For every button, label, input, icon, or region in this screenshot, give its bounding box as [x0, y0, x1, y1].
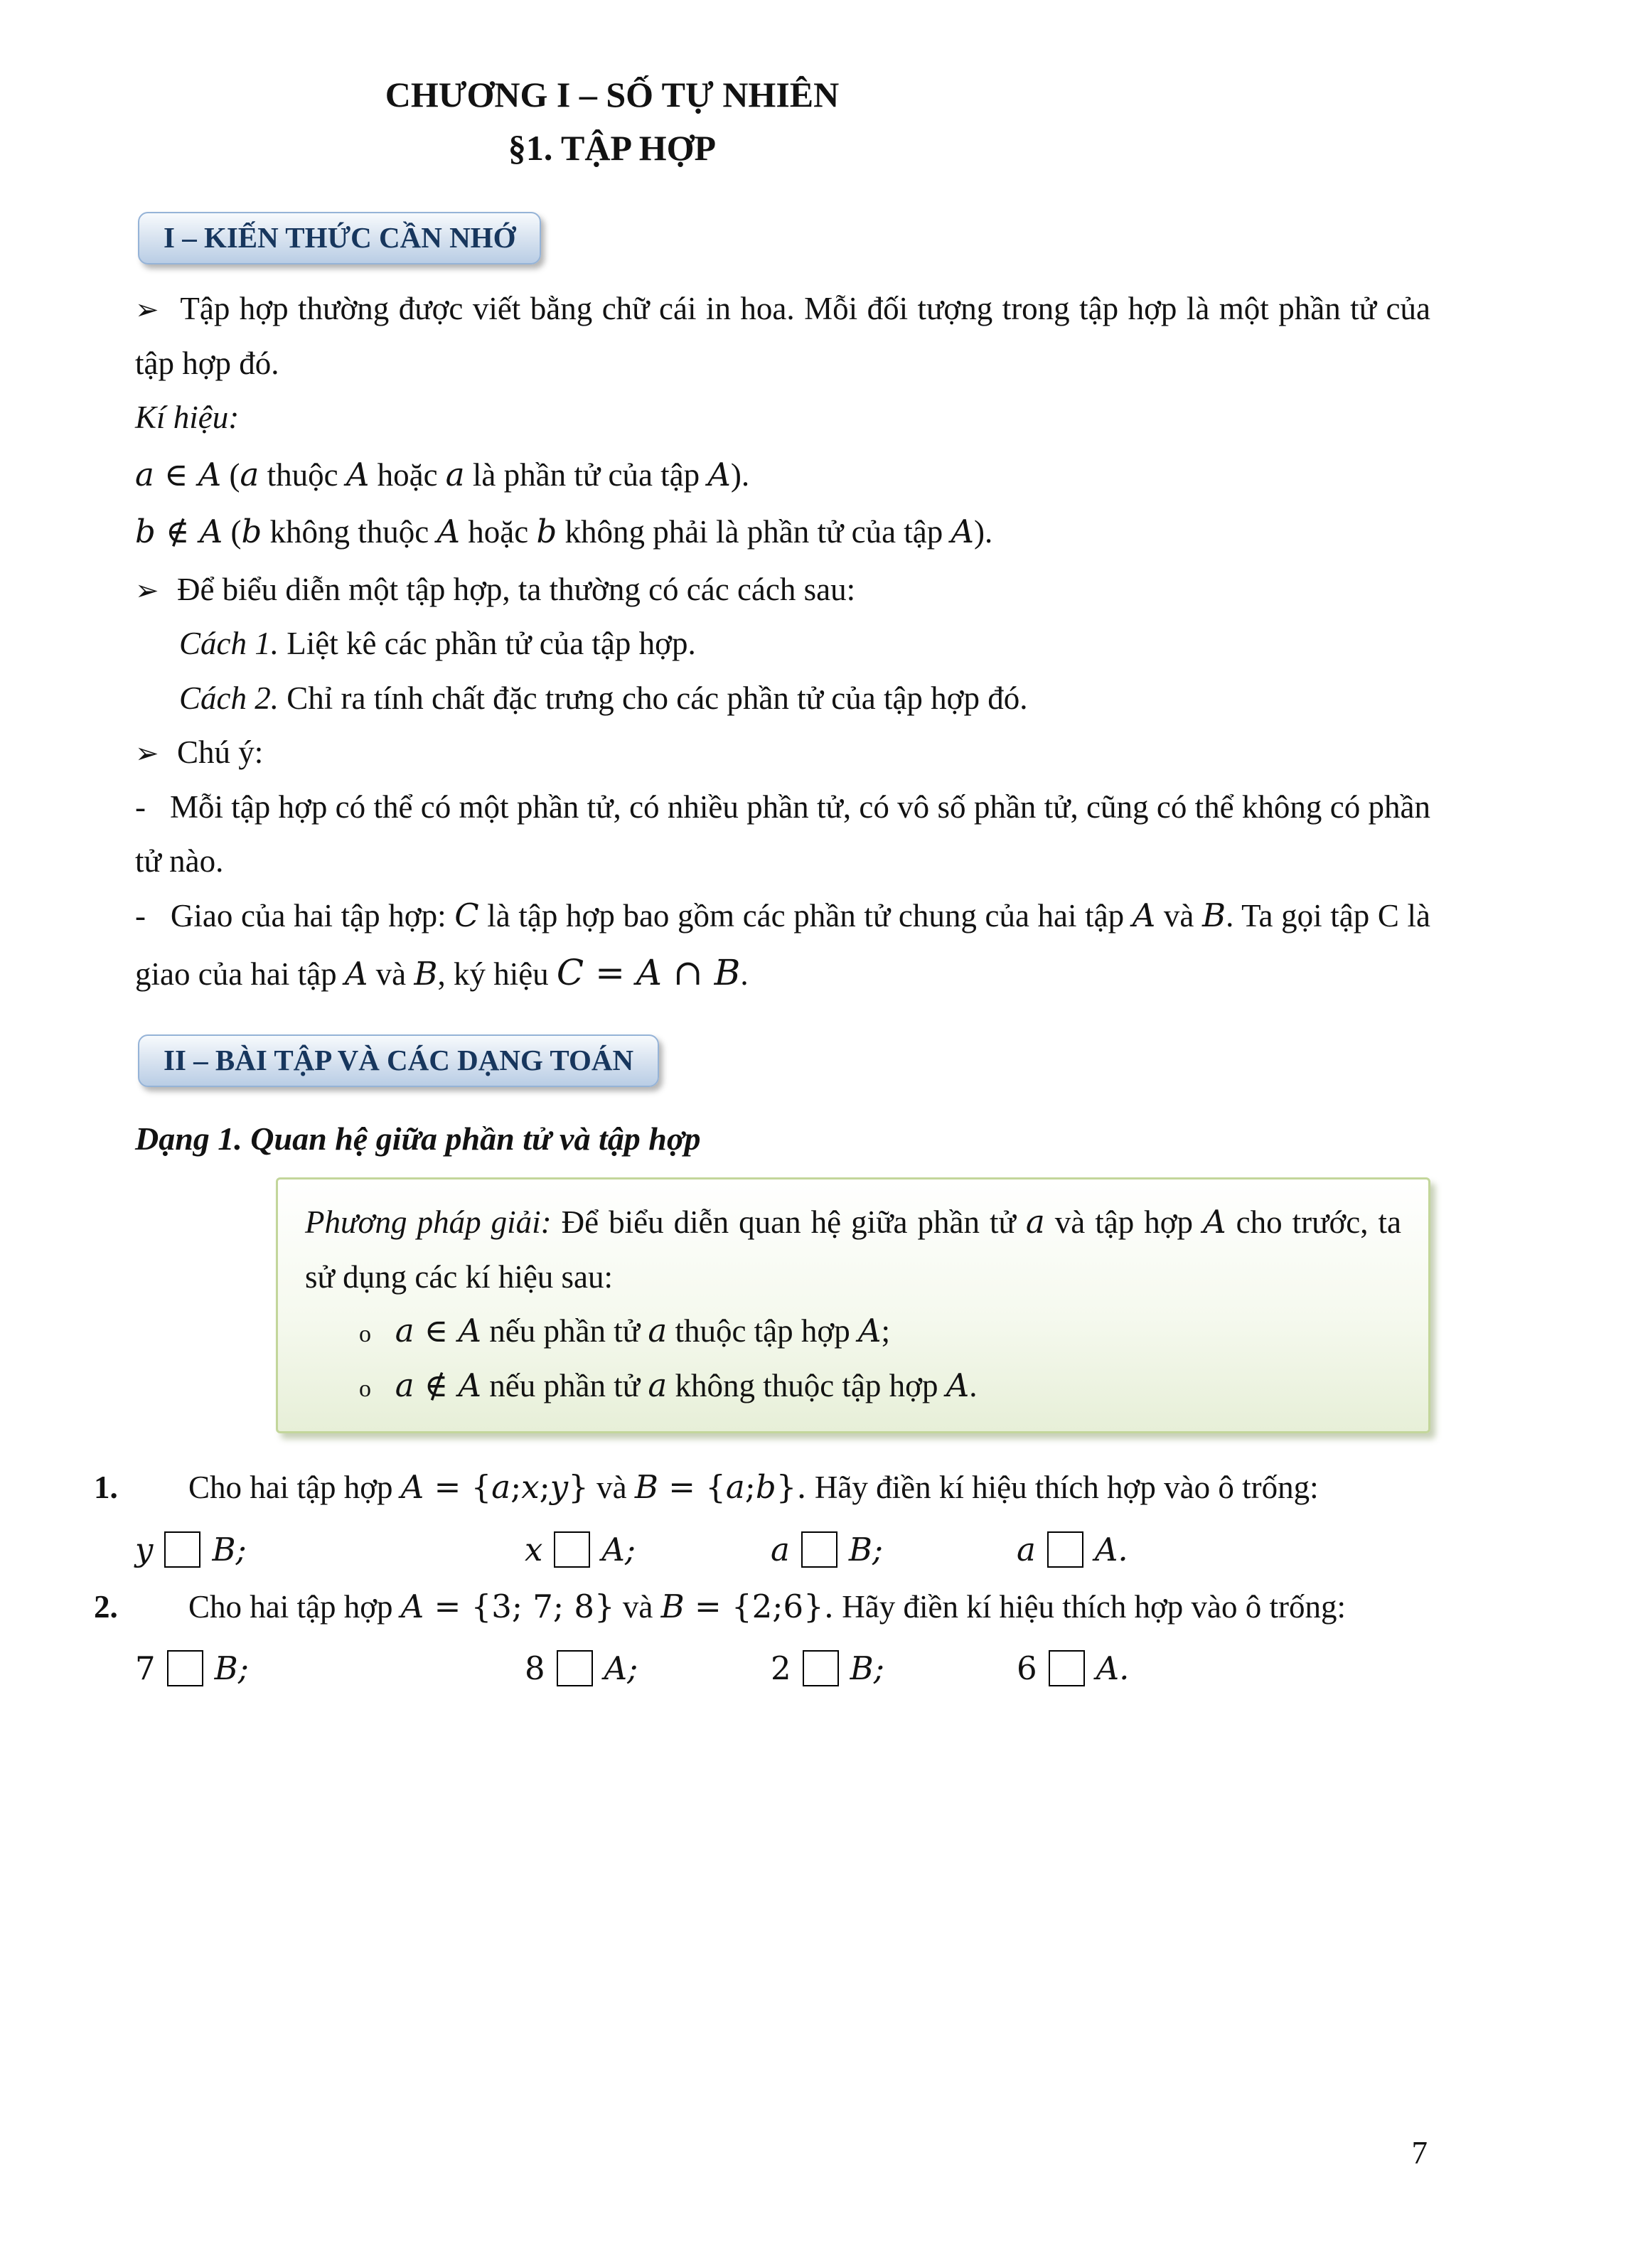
- knowledge-bullet-line-sets-intro: ➢ Tập hợp thường được viết bằng chữ cái in hoa. Mỗi đối tượng trong tập hợp là một phần tử của tập hợp đó.: [135, 291, 1430, 381]
- dang1-title: Dạng 1. Quan hệ giữa phần tử và tập hợp: [135, 1120, 701, 1157]
- answer-blank-box: [164, 1531, 200, 1568]
- knowledge-line-note-2-intersection: - Giao của hai tập hợp: C là tập hợp bao gồm các phần tử chung của hai tập A và B. Ta gọi tập C là giao của hai tập A và B, ký hiệu C = A ∩ B.: [135, 896, 1430, 993]
- knowledge-line-element-of: a ∈ A (a thuộc A hoặc a là phần tử của tập A).: [135, 455, 750, 493]
- answer-left-label: x: [525, 1530, 543, 1568]
- method-box: [276, 1177, 1430, 1433]
- answer-blank-group: [771, 1649, 1017, 1687]
- answer-blank-box: [557, 1650, 593, 1686]
- exercises-section-badge: II – BÀI TẬP VÀ CÁC DẠNG TOÁN: [138, 1034, 659, 1087]
- problem-2-number: 2.: [94, 1588, 118, 1625]
- problem-1-answers: [135, 1531, 1430, 1568]
- answer-blank-group: [135, 1649, 525, 1687]
- answer-right-label: A.: [1096, 1649, 1130, 1687]
- chapter-title: CHƯƠNG I – SỐ TỰ NHIÊN: [385, 75, 840, 114]
- knowledge-line-note-1: - Mỗi tập hợp có thể có một phần tử, có nhiều phần tử, có vô số phần tử, cũng có thể không có phần tử nào.: [135, 788, 1430, 879]
- answer-blank-box: [803, 1650, 839, 1686]
- knowledge-bullet-line-note: ➢ Chú ý:: [135, 734, 264, 770]
- answer-blank-box: [167, 1650, 203, 1686]
- answer-left-label: a: [771, 1530, 790, 1568]
- knowledge-line-method-1: Cách 1. Liệt kê các phần tử của tập hợp.: [179, 626, 696, 661]
- answer-blank-group: [135, 1531, 525, 1568]
- problem-1-text: Cho hai tập hợp A = {a;x;y} và B = {a;b}. Hãy điền kí hiệu thích hợp vào ô trống:: [188, 1468, 1319, 1506]
- answer-blank-box: [801, 1531, 837, 1568]
- section-title: §1. TẬP HỢP: [508, 128, 717, 168]
- chapter-heading: [135, 68, 1089, 175]
- method-line-intro: Phương pháp giải: Để biểu diễn quan hệ giữa phần tử a và tập hợp A cho trước, ta sử dụng các kí hiệu sau:: [305, 1203, 1401, 1295]
- knowledge-line-notation-label: Kí hiệu:: [135, 400, 240, 435]
- answer-right-label: B;: [214, 1649, 249, 1687]
- answer-blank-group: [525, 1649, 771, 1687]
- method-line-element-of: o a ∈ A nếu phần tử a thuộc tập hợp A;: [359, 1312, 890, 1349]
- problem-1: [94, 1460, 1430, 1515]
- answer-blank-group: [771, 1531, 1017, 1568]
- answer-blank-group: [1017, 1649, 1263, 1687]
- answer-left-label: 2: [771, 1649, 791, 1687]
- knowledge-bullet-line-representation: ➢ Để biểu diễn một tập hợp, ta thường có các cách sau:: [135, 571, 856, 607]
- answer-right-label: B;: [848, 1530, 884, 1568]
- knowledge-section-badge: I – KIẾN THỨC CẦN NHỚ: [138, 212, 541, 264]
- page-number: 7: [1411, 2135, 1428, 2171]
- answer-blank-box: [1049, 1650, 1085, 1686]
- answer-left-label: a: [1017, 1530, 1036, 1568]
- answer-right-label: A;: [601, 1530, 636, 1568]
- answer-left-label: 7: [135, 1649, 156, 1687]
- answer-left-label: 8: [525, 1649, 545, 1687]
- problem-2: [94, 1580, 1430, 1635]
- answer-blank-group: [1017, 1531, 1263, 1568]
- knowledge-line-not-element-of: b ∉ A (b không thuộc A hoặc b không phải là phần tử của tập A).: [135, 513, 993, 550]
- answer-right-label: A;: [604, 1649, 638, 1687]
- problem-2-text: Cho hai tập hợp A = {3; 7; 8} và B = {2;6}. Hãy điền kí hiệu thích hợp vào ô trống:: [188, 1587, 1346, 1625]
- answer-left-label: y: [135, 1530, 154, 1568]
- answer-right-label: B;: [850, 1649, 884, 1687]
- answer-right-label: A.: [1094, 1530, 1128, 1568]
- problem-2-answers: [135, 1649, 1430, 1687]
- answer-blank-box: [554, 1531, 590, 1568]
- answer-left-label: 6: [1017, 1649, 1037, 1687]
- method-line-not-element-of: o a ∉ A nếu phần tử a không thuộc tập hợp A.: [359, 1366, 978, 1404]
- answer-blank-box: [1047, 1531, 1083, 1568]
- answer-blank-group: [525, 1531, 771, 1568]
- knowledge-line-method-2: Cách 2. Chỉ ra tính chất đặc trưng cho các phần tử của tập hợp đó.: [179, 680, 1028, 716]
- answer-right-label: B;: [212, 1530, 247, 1568]
- problem-1-number: 1.: [94, 1470, 118, 1505]
